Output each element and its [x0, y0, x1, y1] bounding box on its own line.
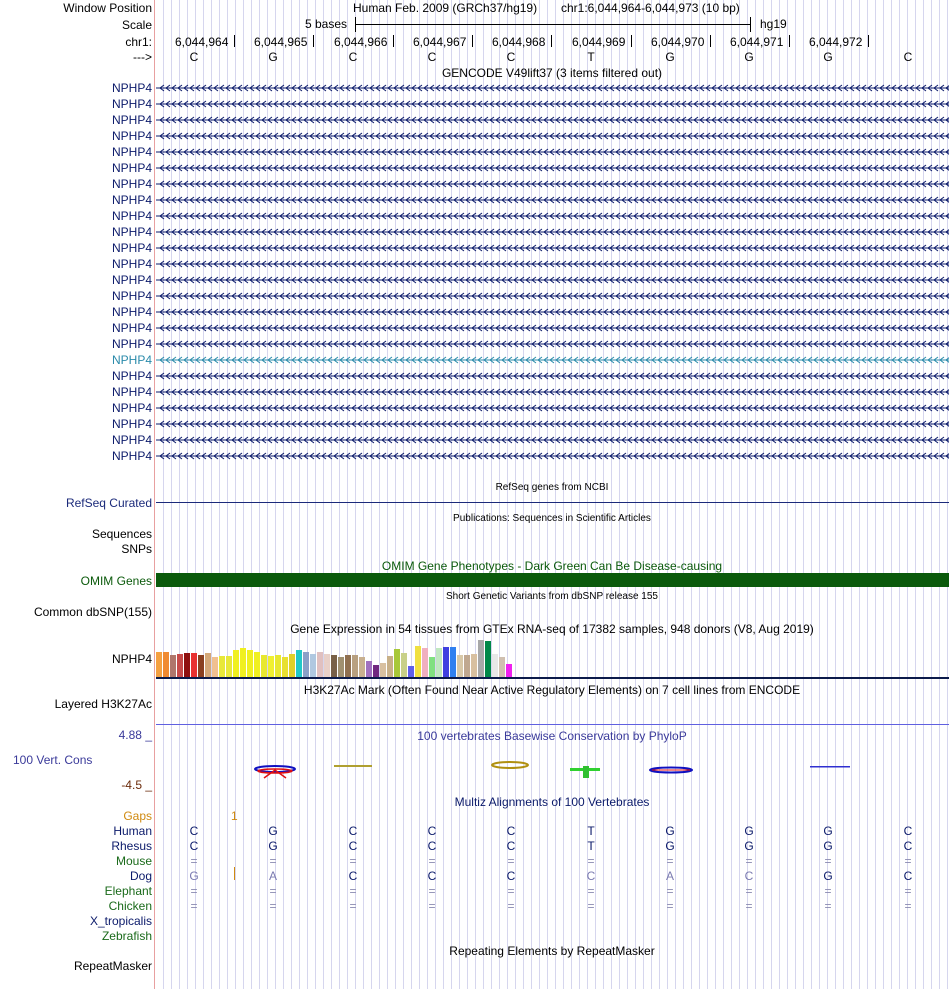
coordinate-tick	[710, 35, 711, 47]
gtex-tissue-bar[interactable]	[233, 650, 239, 677]
aligned-base: C	[427, 869, 437, 883]
gtex-tissue-bar[interactable]	[345, 655, 351, 677]
aligned-base: C	[189, 824, 199, 838]
gtex-tissue-bar[interactable]	[282, 657, 288, 677]
gencode-transcript-line[interactable]	[156, 356, 949, 364]
gtex-tissue-bar[interactable]	[303, 652, 309, 677]
gencode-transcript-label[interactable]: NPHP4	[111, 369, 152, 383]
gencode-transcript-label[interactable]: NPHP4	[111, 353, 152, 367]
refseq-label[interactable]: RefSeq Curated	[65, 496, 152, 510]
aligned-base: =	[349, 899, 357, 913]
gencode-transcript-label[interactable]: NPHP4	[111, 321, 152, 335]
gtex-tissue-bar[interactable]	[457, 655, 463, 677]
gtex-tissue-bar[interactable]	[499, 657, 505, 677]
gtex-tissue-bar[interactable]	[296, 650, 302, 677]
gencode-transcript-label[interactable]: NPHP4	[111, 449, 152, 463]
gtex-tissue-bar[interactable]	[464, 655, 470, 677]
gtex-tissue-bar[interactable]	[317, 652, 323, 677]
gencode-transcript-label[interactable]: NPHP4	[111, 81, 152, 95]
aligned-base: =	[904, 854, 912, 868]
gencode-transcript-line[interactable]	[156, 308, 949, 316]
coordinate-tick	[868, 35, 869, 47]
gencode-transcript-line[interactable]	[156, 164, 949, 172]
gtex-tissue-bar[interactable]	[429, 657, 435, 677]
gtex-tissue-bar[interactable]	[506, 664, 512, 677]
gtex-tissue-bar[interactable]	[373, 665, 379, 677]
coordinate-tick	[393, 35, 394, 47]
dbsnp-label[interactable]: Common dbSNP(155)	[33, 605, 152, 619]
gaps-value: 1	[231, 809, 238, 823]
gencode-title[interactable]: GENCODE V49lift37 (3 items filtered out)	[441, 66, 663, 80]
coordinate-tick	[313, 35, 314, 47]
strand-arrow-label: --->	[133, 50, 152, 64]
coordinate-label: 6,044,971	[730, 35, 784, 49]
gtex-tissue-bar[interactable]	[331, 655, 337, 677]
gencode-transcript-label[interactable]: NPHP4	[111, 225, 152, 239]
aligned-base: =	[904, 899, 912, 913]
gencode-transcript-label[interactable]: NPHP4	[111, 337, 152, 351]
gtex-tissue-bar[interactable]	[338, 657, 344, 677]
aligned-base: =	[349, 854, 357, 868]
phylop-title: 100 vertebrates Basewise Conservation by PhyloP	[417, 729, 687, 743]
aligned-base: =	[587, 854, 595, 868]
gencode-transcript-line[interactable]	[156, 260, 949, 268]
scale-text: 5 bases	[305, 17, 348, 31]
gencode-transcript-line[interactable]	[156, 340, 949, 348]
gencode-transcript-label[interactable]: NPHP4	[111, 289, 152, 303]
gtex-tissue-bar[interactable]	[170, 655, 176, 677]
window-position[interactable]: chr1:6,044,964-6,044,973 (10 bp)	[561, 1, 740, 15]
phylop-label[interactable]: 100 Vert. Cons	[13, 753, 93, 767]
refseq-title: RefSeq genes from NCBI	[495, 482, 609, 493]
gtex-tissue-bar[interactable]	[436, 648, 442, 677]
gtex-label[interactable]: NPHP4	[111, 652, 152, 666]
db-name: hg19	[760, 17, 787, 31]
gencode-transcript-line[interactable]	[156, 212, 949, 220]
species-label[interactable]: Dog	[129, 869, 152, 883]
conservation-glyph	[650, 768, 692, 773]
aligned-base: G	[744, 824, 754, 838]
chr-label: chr1:	[125, 35, 152, 49]
gtex-tissue-bar[interactable]	[324, 654, 330, 677]
scale-bar	[355, 24, 751, 25]
gtex-tissue-bar[interactable]	[408, 666, 414, 677]
publications-label-snps[interactable]: SNPs	[121, 542, 152, 556]
gtex-tissue-bar[interactable]	[359, 657, 365, 677]
gencode-transcript-line[interactable]	[156, 148, 949, 156]
aligned-base: C	[348, 839, 358, 853]
scale-label: Scale	[121, 18, 152, 32]
aligned-base: =	[824, 854, 832, 868]
gtex-tissue-bar[interactable]	[387, 656, 393, 677]
h3k27ac-title: H3K27Ac Mark (Often Found Near Active Regulatory Elements) on 7 cell lines from ENCODE	[303, 683, 801, 697]
aligned-base: =	[587, 899, 595, 913]
aligned-base: =	[745, 854, 753, 868]
aligned-base: C	[189, 839, 199, 853]
reference-base: G	[823, 50, 833, 64]
reference-base: G	[268, 50, 278, 64]
species-label[interactable]: Zebrafish	[101, 929, 152, 943]
coordinate-tick	[789, 35, 790, 47]
gencode-transcript-label[interactable]: NPHP4	[111, 385, 152, 399]
dbsnp-title: Short Genetic Variants from dbSNP release 155	[446, 591, 658, 602]
gtex-tissue-bar[interactable]	[289, 654, 295, 677]
gtex-tissue-bar[interactable]	[310, 654, 316, 677]
gencode-transcript-line[interactable]	[156, 132, 949, 140]
aligned-base: A	[268, 869, 277, 883]
aligned-base: T	[587, 824, 595, 838]
species-label[interactable]: Chicken	[108, 899, 152, 913]
gencode-transcript-label[interactable]: NPHP4	[111, 113, 152, 127]
coordinate-label: 6,044,966	[334, 35, 388, 49]
aligned-base: G	[665, 839, 675, 853]
gencode-transcript-label[interactable]: NPHP4	[111, 161, 152, 175]
gencode-transcript-line[interactable]	[156, 276, 949, 284]
gtex-tissue-bar[interactable]	[184, 653, 190, 677]
gencode-transcript-line[interactable]	[156, 404, 949, 412]
gencode-transcript-line[interactable]	[156, 84, 949, 92]
repeatmasker-title: Repeating Elements by RepeatMasker	[449, 944, 655, 958]
aligned-base: T	[587, 839, 595, 853]
aligned-base: =	[428, 884, 436, 898]
gtex-tissue-bar[interactable]	[163, 652, 169, 677]
label-divider	[154, 0, 155, 989]
gtex-tissue-bar[interactable]	[443, 647, 449, 677]
aligned-base: C	[348, 824, 358, 838]
gtex-tissue-bar[interactable]	[219, 656, 225, 677]
gtex-tissue-bar[interactable]	[401, 653, 407, 677]
aligned-base: G	[744, 839, 754, 853]
reference-base: C	[189, 50, 199, 64]
gtex-tissue-bar[interactable]	[254, 652, 260, 677]
gencode-transcript-line[interactable]	[156, 180, 949, 188]
aligned-base: =	[507, 899, 515, 913]
coordinate-label: 6,044,970	[651, 35, 705, 49]
reference-base: C	[348, 50, 358, 64]
aligned-base: C	[744, 869, 754, 883]
aligned-base: =	[269, 884, 277, 898]
phylop-max-label: 4.88 _	[118, 728, 152, 742]
gtex-tissue-bar[interactable]	[177, 654, 183, 677]
phylop-min-label: -4.5 _	[121, 778, 152, 792]
h3k27ac-label[interactable]: Layered H3K27Ac	[54, 697, 152, 711]
species-label[interactable]: Rhesus	[111, 839, 152, 853]
gtex-tissue-bar[interactable]	[492, 654, 498, 677]
conservation-glyph	[570, 766, 600, 778]
aligned-base: G	[823, 824, 833, 838]
gaps-label[interactable]: Gaps	[123, 809, 152, 823]
gencode-transcript-label[interactable]: NPHP4	[111, 97, 152, 111]
aligned-base: =	[824, 899, 832, 913]
gtex-tissue-bar[interactable]	[366, 661, 372, 677]
scale-bar-left-end	[355, 17, 356, 32]
gtex-tissue-bar[interactable]	[156, 652, 162, 677]
gencode-transcript-label[interactable]: NPHP4	[111, 145, 152, 159]
aligned-base: C	[506, 824, 516, 838]
gtex-tissue-bar[interactable]	[226, 656, 232, 677]
coordinate-label: 6,044,969	[572, 35, 626, 49]
gencode-transcript-label[interactable]: NPHP4	[111, 129, 152, 143]
aligned-base: G	[665, 824, 675, 838]
reference-base: C	[506, 50, 516, 64]
window-position-label: Window Position	[63, 1, 152, 15]
gencode-transcript-label[interactable]: NPHP4	[111, 177, 152, 191]
aligned-base: A	[665, 869, 674, 883]
aligned-base: G	[823, 869, 833, 883]
coordinate-label: 6,044,968	[492, 35, 546, 49]
coordinate-tick	[631, 35, 632, 47]
gtex-tissue-bar[interactable]	[471, 654, 477, 677]
gencode-transcript-line[interactable]	[156, 452, 949, 460]
gencode-transcript-line[interactable]	[156, 244, 949, 252]
aligned-base: G	[823, 839, 833, 853]
coordinate-tick	[551, 35, 552, 47]
coordinate-label: 6,044,964	[175, 35, 229, 49]
gencode-transcript-line[interactable]	[156, 116, 949, 124]
gtex-tissue-bar[interactable]	[485, 641, 491, 677]
aligned-base: =	[269, 899, 277, 913]
aligned-base: =	[190, 899, 198, 913]
aligned-base: C	[903, 869, 913, 883]
refseq-gene-line[interactable]	[156, 502, 949, 503]
gencode-transcript-label[interactable]: NPHP4	[111, 433, 152, 447]
species-label[interactable]: X_tropicalis	[89, 914, 152, 928]
assembly-name: Human Feb. 2009 (GRCh37/hg19)	[353, 1, 538, 15]
gtex-tissue-bar[interactable]	[191, 653, 197, 677]
gtex-baseline	[156, 677, 949, 679]
conservation-glyph	[334, 765, 372, 767]
coordinate-label: 6,044,972	[809, 35, 863, 49]
aligned-base: =	[824, 884, 832, 898]
scale-bar-right-end	[750, 17, 751, 32]
aligned-base: G	[268, 839, 278, 853]
gap-marker	[234, 867, 235, 880]
aligned-base: =	[666, 854, 674, 868]
gtex-tissue-bar[interactable]	[275, 655, 281, 677]
aligned-base: =	[190, 854, 198, 868]
gtex-tissue-bar[interactable]	[205, 653, 211, 677]
gtex-tissue-bar[interactable]	[198, 655, 204, 677]
gencode-transcript-line[interactable]	[156, 420, 949, 428]
aligned-base: =	[745, 884, 753, 898]
aligned-base: C	[427, 824, 437, 838]
aligned-base: =	[587, 884, 595, 898]
gtex-tissue-bar[interactable]	[247, 650, 253, 677]
gencode-transcript-line[interactable]	[156, 196, 949, 204]
repeatmasker-label[interactable]: RepeatMasker	[73, 959, 152, 973]
gtex-tissue-bar[interactable]	[478, 640, 484, 677]
aligned-base: =	[904, 884, 912, 898]
aligned-base: =	[190, 884, 198, 898]
omim-gene-bar[interactable]	[156, 573, 949, 587]
species-label[interactable]: Mouse	[115, 854, 152, 868]
conservation-glyph	[255, 766, 295, 778]
gencode-transcript-label[interactable]: NPHP4	[111, 401, 152, 415]
coordinate-label: 6,044,965	[254, 35, 308, 49]
aligned-base: =	[349, 884, 357, 898]
gencode-transcript-line[interactable]	[156, 100, 949, 108]
conservation-glyph	[492, 762, 528, 768]
gtex-tissue-bar[interactable]	[394, 649, 400, 677]
gtex-title: Gene Expression in 54 tissues from GTEx RNA-seq of 17382 samples, 948 donors (V8, Aug 2019)	[290, 622, 814, 636]
species-label[interactable]: Human	[113, 824, 152, 838]
gencode-transcript-label[interactable]: NPHP4	[111, 417, 152, 431]
aligned-base: =	[269, 854, 277, 868]
gtex-tissue-bar[interactable]	[352, 655, 358, 677]
phylop-logo-glyphs	[156, 760, 949, 782]
gencode-transcript-line[interactable]	[156, 388, 949, 396]
gtex-tissue-bar[interactable]	[212, 657, 218, 677]
omim-label[interactable]: OMIM Genes	[80, 574, 152, 588]
aligned-base: C	[427, 839, 437, 853]
gtex-expression-bars[interactable]	[156, 637, 536, 677]
gtex-tissue-bar[interactable]	[380, 663, 386, 677]
reference-base: G	[744, 50, 754, 64]
gtex-tissue-bar[interactable]	[261, 655, 267, 677]
reference-base: T	[587, 50, 595, 64]
gencode-transcript-label[interactable]: NPHP4	[111, 209, 152, 223]
publications-label-sequences[interactable]: Sequences	[91, 527, 152, 541]
gtex-tissue-bar[interactable]	[415, 646, 421, 677]
aligned-base: C	[903, 839, 913, 853]
omim-title: OMIM Gene Phenotypes - Dark Green Can Be Disease-causing	[381, 559, 723, 573]
aligned-base: =	[428, 899, 436, 913]
coordinate-tick	[472, 35, 473, 47]
publications-title: Publications: Sequences in Scientific Articles	[453, 513, 651, 524]
multiz-title: Multiz Alignments of 100 Vertebrates	[454, 795, 650, 809]
aligned-base: G	[189, 869, 199, 883]
aligned-base: C	[586, 869, 596, 883]
reference-base: C	[427, 50, 437, 64]
gencode-transcript-line[interactable]	[156, 324, 949, 332]
aligned-base: =	[666, 884, 674, 898]
coordinate-tick	[234, 35, 235, 47]
gencode-transcript-label[interactable]: NPHP4	[111, 305, 152, 319]
conservation-glyph	[810, 766, 850, 768]
gencode-transcript-label[interactable]: NPHP4	[111, 241, 152, 255]
gencode-transcript-line[interactable]	[156, 372, 949, 380]
aligned-base: =	[745, 899, 753, 913]
aligned-base: C	[506, 839, 516, 853]
reference-base: G	[665, 50, 675, 64]
aligned-base: =	[428, 854, 436, 868]
gencode-transcript-label[interactable]: NPHP4	[111, 257, 152, 271]
gtex-tissue-bar[interactable]	[422, 648, 428, 677]
gtex-tissue-bar[interactable]	[240, 648, 246, 677]
gencode-transcript-line[interactable]	[156, 228, 949, 236]
species-label[interactable]: Elephant	[104, 884, 152, 898]
aligned-base: =	[666, 899, 674, 913]
aligned-base: C	[348, 869, 358, 883]
gencode-transcript-label[interactable]: NPHP4	[111, 273, 152, 287]
aligned-base: C	[506, 869, 516, 883]
coordinate-label: 6,044,967	[413, 35, 467, 49]
reference-base: C	[903, 50, 913, 64]
gtex-tissue-bar[interactable]	[450, 647, 456, 677]
aligned-base: C	[903, 824, 913, 838]
gencode-transcript-label[interactable]: NPHP4	[111, 193, 152, 207]
aligned-base: =	[507, 854, 515, 868]
aligned-base: G	[268, 824, 278, 838]
gencode-transcript-line[interactable]	[156, 292, 949, 300]
aligned-base: =	[507, 884, 515, 898]
gencode-transcript-line[interactable]	[156, 436, 949, 444]
gtex-tissue-bar[interactable]	[268, 656, 274, 677]
h3k27ac-signal[interactable]	[156, 724, 949, 725]
